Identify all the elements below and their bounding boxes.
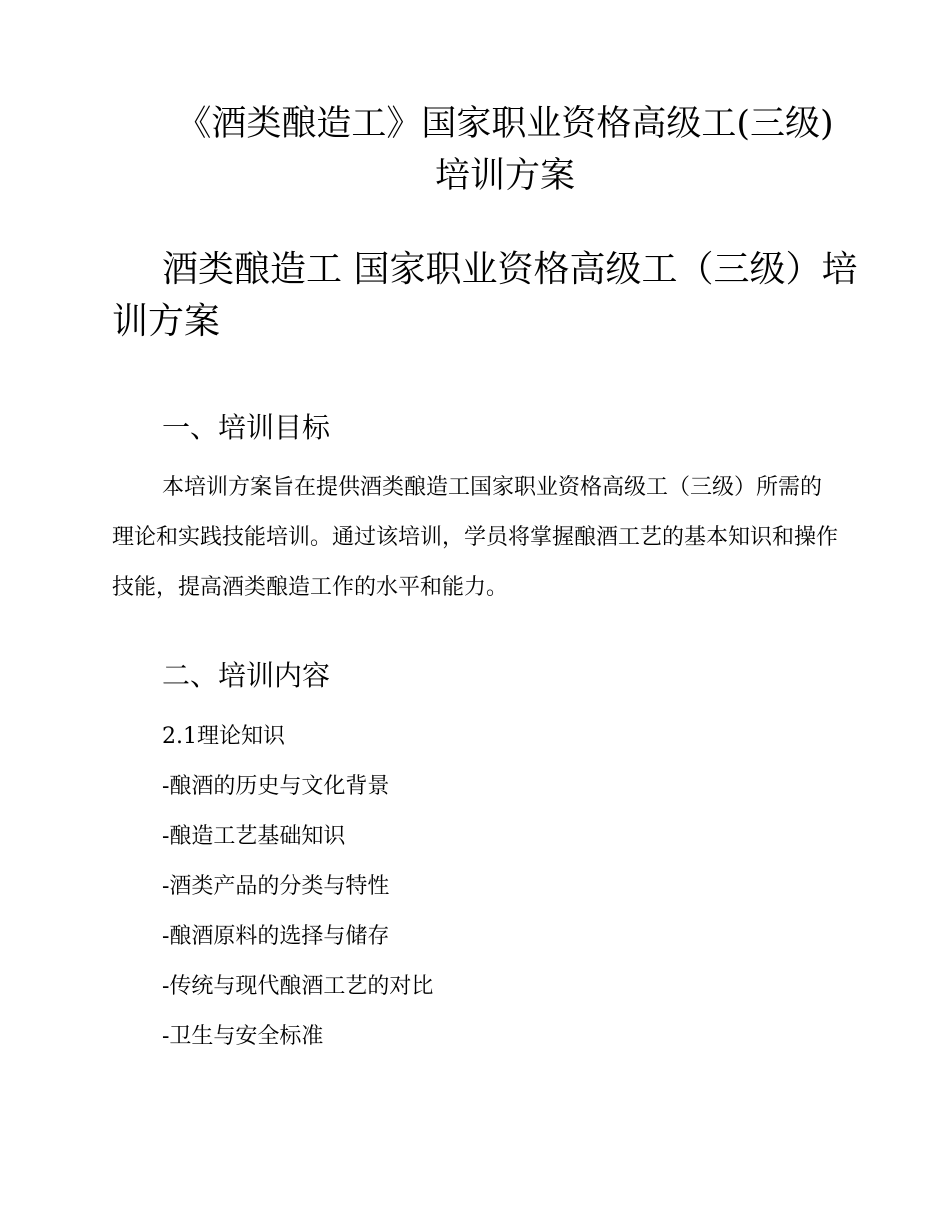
section-heading-content: 二、培训内容	[162, 659, 331, 692]
list-item: -酒类产品的分类与特性	[162, 874, 390, 899]
list-item: -传统与现代酿酒工艺的对比	[162, 974, 434, 999]
list-item: -酿酒原料的选择与储存	[162, 924, 390, 949]
list-item: -酿造工艺基础知识	[162, 824, 346, 849]
list-item: -卫生与安全标准	[162, 1024, 324, 1049]
goal-paragraph: 本培训方案旨在提供酒类酿造工国家职业资格高级工（三级）所需的理论和实践技能培训。通过该培训，学员将掌握酿酒工艺的基本知识和操作技能，提高酒类酿造工作的水平和能力。	[112, 475, 839, 600]
content-list	[162, 712, 433, 1062]
section-heading-goal: 一、培训目标	[162, 411, 331, 444]
document-title: 《酒类酿造工》国家职业资格高级工(三级)培训方案	[176, 104, 834, 196]
list-item-theory: 2.1理论知识	[162, 724, 285, 749]
list-item: -酿酒的历史与文化背景	[162, 774, 390, 799]
document-subtitle: 酒类酿造工 国家职业资格高级工（三级）培训方案	[112, 249, 858, 342]
